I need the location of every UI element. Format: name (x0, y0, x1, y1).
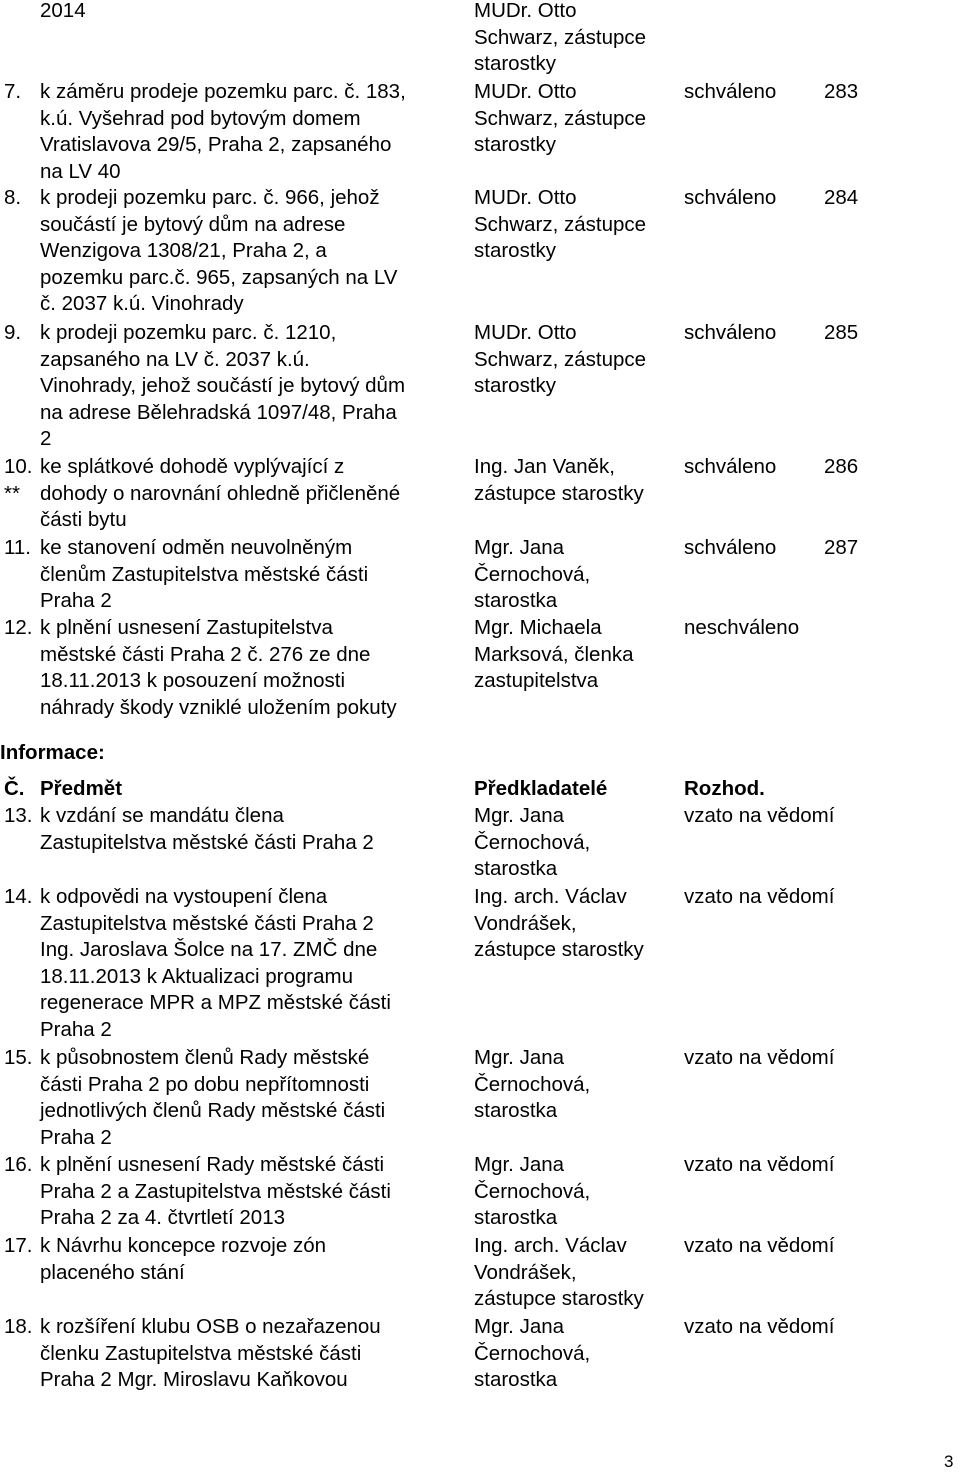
info-item-number: 15. (4, 1046, 33, 1069)
info-item-presenter-line: zástupce starostky (474, 938, 644, 962)
info-item-subject-line: Ing. Jaroslava Šolce na 17. ZMČ dne (40, 938, 378, 962)
item-presenter-line: Ing. Jan Vaněk, (474, 455, 615, 478)
info-item-decision: vzato na vědomí (684, 1046, 835, 1069)
item-subject-line: Praha 2 (40, 589, 112, 613)
item-subject-line: k.ú. Vyšehrad pod bytovým domem (40, 106, 361, 130)
item-subject-line: k prodeji pozemku parc. č. 966, jehož (40, 186, 380, 209)
item-presenter-line: Černochová, (474, 562, 591, 586)
info-item-presenter-line: Černochová, (474, 1072, 591, 1096)
info-item-number: 13. (4, 804, 33, 827)
item-presenter-line: Schwarz, zástupce (474, 347, 647, 371)
item-subject-line: součástí je bytový dům na adrese (40, 212, 346, 236)
item-number: 10. (4, 455, 33, 478)
item-presenter-line: MUDr. Otto (474, 0, 577, 22)
item-subject-line: části bytu (40, 508, 127, 532)
page-number: 3 (944, 1452, 954, 1471)
info-item-presenter-line: Vondrášek, (474, 911, 577, 935)
item-presenter-line: starostky (474, 52, 557, 76)
info-item-subject-line: Zastupitelstva městské části Praha 2 (40, 911, 374, 935)
info-item-presenter-line: Mgr. Jana (474, 804, 565, 827)
resolution-number: 284 (824, 186, 859, 209)
item-subject-line: na adrese Bělehradská 1097/48, Praha (40, 400, 397, 424)
info-item-number: 18. (4, 1315, 33, 1338)
item-decision: schváleno (684, 321, 777, 344)
info-item-decision: vzato na vědomí (684, 1234, 835, 1257)
info-item-subject-line: Praha 2 (40, 1125, 112, 1149)
info-item-presenter-line: zástupce starostky (474, 1287, 644, 1311)
info-item-subject-line: placeného stání (40, 1260, 185, 1284)
info-item-decision: vzato na vědomí (684, 1315, 835, 1338)
info-item-decision: vzato na vědomí (684, 804, 835, 827)
info-item-subject-line: k vzdání se mandátu člena (40, 804, 284, 827)
item-presenter-line: Mgr. Jana (474, 536, 565, 559)
item-presenter-line: Mgr. Michaela (474, 616, 602, 639)
item-number: 12. (4, 616, 33, 639)
item-presenter-line: starostky (474, 239, 557, 263)
item-subject-line: k prodeji pozemku parc. č. 1210, (40, 321, 337, 344)
item-subject-line: k záměru prodeje pozemku parc. č. 183, (40, 80, 406, 103)
item-subject-line: Wenzigova 1308/21, Praha 2, a (40, 239, 327, 263)
item-presenter-line: zastupitelstva (474, 669, 599, 693)
item-presenter-line: starostka (474, 589, 558, 613)
info-item-presenter-line: Černochová, (474, 1179, 591, 1203)
header-decision: Rozhod. (684, 777, 765, 800)
item-subject-line: dohody o narovnání ohledně přičleněné (40, 481, 401, 505)
info-item-presenter-line: Mgr. Jana (474, 1315, 565, 1338)
item-presenter-line: Marksová, členka (474, 642, 634, 666)
item-presenter-line: zástupce starostky (474, 481, 644, 505)
info-item-presenter-line: Černochová, (474, 830, 591, 854)
item-subject-line: na LV 40 (40, 159, 121, 183)
info-item-presenter-line: starostka (474, 1206, 558, 1230)
resolution-number: 286 (824, 455, 859, 478)
item-subject-line: k plnění usnesení Zastupitelstva (40, 616, 333, 639)
item-presenter-line: Schwarz, zástupce (474, 25, 647, 49)
item-subject-line: městské části Praha 2 č. 276 ze dne (40, 642, 371, 666)
item-decision: schváleno (684, 536, 777, 559)
item-presenter-line: Schwarz, zástupce (474, 212, 647, 236)
info-item-subject-line: Praha 2 a Zastupitelstva městské části (40, 1179, 391, 1203)
info-item-presenter-line: starostka (474, 857, 558, 881)
info-item-subject-line: Praha 2 Mgr. Miroslavu Kaňkovou (40, 1368, 348, 1392)
info-item-subject-line: Praha 2 (40, 1018, 112, 1041)
item-decision: schváleno (684, 186, 777, 209)
info-item-number: 17. (4, 1234, 33, 1257)
item-decision: neschváleno (684, 616, 800, 639)
item-number: 7. (4, 80, 22, 103)
item-subject-line: členům Zastupitelstva městské části (40, 562, 369, 586)
info-item-number: 16. (4, 1153, 33, 1176)
item-subject-line: pozemku parc.č. 965, zapsaných na LV (40, 265, 398, 289)
info-item-number: 14. (4, 885, 33, 908)
item-number-note: ** (4, 481, 20, 505)
item-subject-line: 2 (40, 427, 52, 451)
resolution-number: 287 (824, 536, 859, 559)
item-number: 9. (4, 321, 22, 344)
info-item-subject-line: regenerace MPR a MPZ městské části (40, 991, 391, 1015)
item-subject-line: 18.11.2013 k posouzení možnosti (40, 669, 346, 693)
item-subject-line: náhrady škody vzniklé uložením pokuty (40, 695, 397, 719)
item-decision: schváleno (684, 80, 777, 103)
info-item-subject-line: Zastupitelstva městské části Praha 2 (40, 830, 374, 854)
info-item-subject-line: členku Zastupitelstva městské části (40, 1341, 362, 1365)
info-item-presenter-line: starostka (474, 1099, 558, 1123)
item-decision: schváleno (684, 455, 777, 478)
info-item-subject-line: jednotlivých členů Rady městské části (40, 1099, 386, 1123)
info-item-subject-line: k Návrhu koncepce rozvoje zón (40, 1234, 327, 1257)
section-title: Informace: (0, 741, 105, 764)
info-item-subject-line: části Praha 2 po dobu nepřítomnosti (40, 1072, 370, 1096)
item-subject-line: Vinohrady, jehož součástí je bytový dům (40, 374, 406, 398)
item-presenter-line: starostky (474, 133, 557, 157)
info-item-decision: vzato na vědomí (684, 885, 835, 908)
item-presenter-line: Schwarz, zástupce (474, 106, 647, 130)
header-number: Č. (4, 777, 25, 800)
item-number: 11. (4, 536, 31, 559)
header-presenter: Předkladatelé (474, 777, 608, 800)
info-item-decision: vzato na vědomí (684, 1153, 835, 1176)
item-number: 8. (4, 186, 22, 209)
item-presenter-line: starostky (474, 374, 557, 398)
info-item-presenter-line: starostka (474, 1368, 558, 1392)
item-subject-line: č. 2037 k.ú. Vinohrady (40, 292, 244, 316)
item-subject-line: zapsaného na LV č. 2037 k.ú. (40, 347, 310, 371)
info-item-presenter-line: Ing. arch. Václav (474, 885, 627, 908)
header-subject: Předmět (40, 777, 123, 800)
resolution-number: 283 (824, 80, 859, 103)
info-item-subject-line: k působnostem členů Rady městské (40, 1046, 370, 1069)
info-item-subject-line: k plnění usnesení Rady městské části (40, 1153, 385, 1176)
item-subject-line: ke stanovení odměn neuvolněným (40, 536, 353, 559)
info-item-presenter-line: Mgr. Jana (474, 1153, 565, 1176)
info-item-subject-line: k odpovědi na vystoupení člena (40, 885, 328, 908)
info-item-presenter-line: Vondrášek, (474, 1260, 577, 1284)
info-item-presenter-line: Černochová, (474, 1341, 591, 1365)
item-subject-line: 2014 (40, 0, 86, 22)
info-item-subject-line: k rozšíření klubu OSB o nezařazenou (40, 1315, 381, 1338)
item-presenter-line: MUDr. Otto (474, 80, 577, 103)
resolution-number: 285 (824, 321, 859, 344)
info-item-subject-line: Praha 2 za 4. čtvrtletí 2013 (40, 1206, 285, 1230)
item-presenter-line: MUDr. Otto (474, 321, 577, 344)
info-item-presenter-line: Ing. arch. Václav (474, 1234, 627, 1257)
item-subject-line: Vratislavova 29/5, Praha 2, zapsaného (40, 133, 392, 157)
info-item-subject-line: 18.11.2013 k Aktualizaci programu (40, 964, 354, 988)
info-item-presenter-line: Mgr. Jana (474, 1046, 565, 1069)
item-subject-line: ke splátkové dohodě vyplývající z (40, 455, 345, 478)
item-presenter-line: MUDr. Otto (474, 186, 577, 209)
